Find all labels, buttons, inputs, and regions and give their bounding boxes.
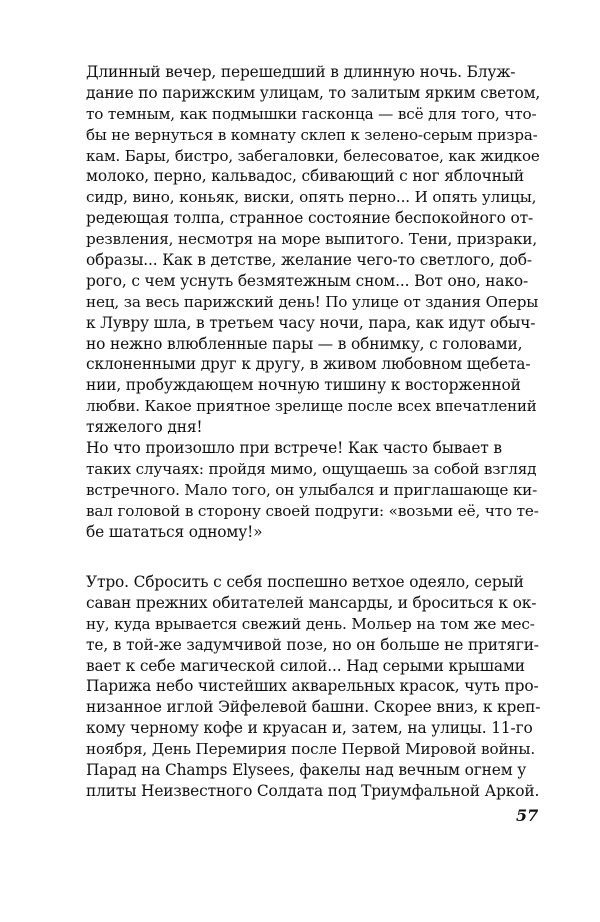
text-line: склоненными друг к другу, в живом любовном щебета- bbox=[86, 355, 531, 374]
text-line: дание по парижским улицам, то залитым ярким светом, bbox=[86, 83, 541, 102]
text-line: любви. Какое приятное зрелище после всех впечатлений bbox=[86, 397, 537, 416]
text-block-morning bbox=[86, 572, 540, 802]
text-line: Парад на Champs Elysees, факелы над вечным огнем у bbox=[86, 761, 527, 780]
text-line: редеющая толпа, странное состояние беспокойного от- bbox=[86, 209, 533, 228]
text-line: низанное иглой Эйфелевой башни. Скорее вниз, к креп- bbox=[86, 698, 541, 717]
text-line: плиты Неизвестного Солдата под Триумфальной Аркой. bbox=[86, 781, 540, 800]
text-line: саван прежних обитателей мансарды, и броситься к ок- bbox=[86, 593, 537, 612]
text-line: вает к себе магической силой... Над серыми крышами bbox=[86, 656, 525, 675]
text-line: ну, куда врывается свежий день. Мольер на том же мес- bbox=[86, 614, 535, 633]
text-line: таких случаях: пройдя мимо, ощущаешь за собой взгляд bbox=[86, 459, 537, 478]
text-line: к Лувру шла, в третьем часу ночи, пара, как идут обыч- bbox=[86, 313, 536, 332]
text-line: Длинный вечер, перешедший в длинную ночь. Блуж- bbox=[86, 63, 516, 81]
text-line: но нежно влюбленные пары — в обнимку, с головами, bbox=[86, 334, 523, 353]
text-line: кам. Бары, бистро, забегаловки, белесоватое, как жидкое bbox=[86, 146, 540, 165]
text-line: рого, с чем уснуть безмятежным сном... Вот оно, нако- bbox=[86, 271, 529, 290]
text-line: ноября, День Перемирия после Первой Мировой войны. bbox=[86, 740, 536, 759]
text-line: Парижа небо чистейших акварельных красок, чуть про- bbox=[86, 677, 539, 696]
text-line: то темным, как подмышки гасконца — всё для того, что- bbox=[86, 104, 537, 123]
text-line: Утро. Сбросить с себя поспешно ветхое одеяло, серый bbox=[86, 573, 524, 591]
text-line: нец, за весь парижский день! По улице от здания Оперы bbox=[86, 292, 539, 311]
page-number: 57 bbox=[516, 806, 539, 825]
text-line: кому черному кофе и круасан и, затем, на улицы. 11-го bbox=[86, 719, 533, 738]
text-line: встречного. Мало того, он улыбался и приглашающе ки- bbox=[86, 480, 538, 499]
text-line: бы не вернуться в комнату склеп к зелено-серым призра- bbox=[86, 125, 538, 144]
text-line: молоко, перно, кальвадос, сбивающий с ног яблочный bbox=[86, 167, 524, 186]
text-line: резвления, несмотря на море выпитого. Тени, призраки, bbox=[86, 230, 537, 249]
text-block-night bbox=[86, 62, 540, 542]
text-line: тяжелого дня! bbox=[86, 418, 203, 437]
text-line: образы... Как в детстве, желание чего-то светлого, доб- bbox=[86, 251, 532, 270]
text-line: Но что произошло при встрече! Как часто бывает в bbox=[86, 439, 502, 458]
text-line: нии, пробуждающем ночную тишину к восторженной bbox=[86, 376, 521, 395]
text-line: бе шататься одному!» bbox=[86, 522, 263, 541]
text-line: те, в той-же задумчивой позе, но он больше не притяги- bbox=[86, 635, 539, 654]
text-line: вал головой в сторону своей подруги: «возьми её, что те- bbox=[86, 501, 539, 520]
text-line: сидр, вино, коньяк, виски, опять перно... И опять улицы, bbox=[86, 188, 537, 207]
